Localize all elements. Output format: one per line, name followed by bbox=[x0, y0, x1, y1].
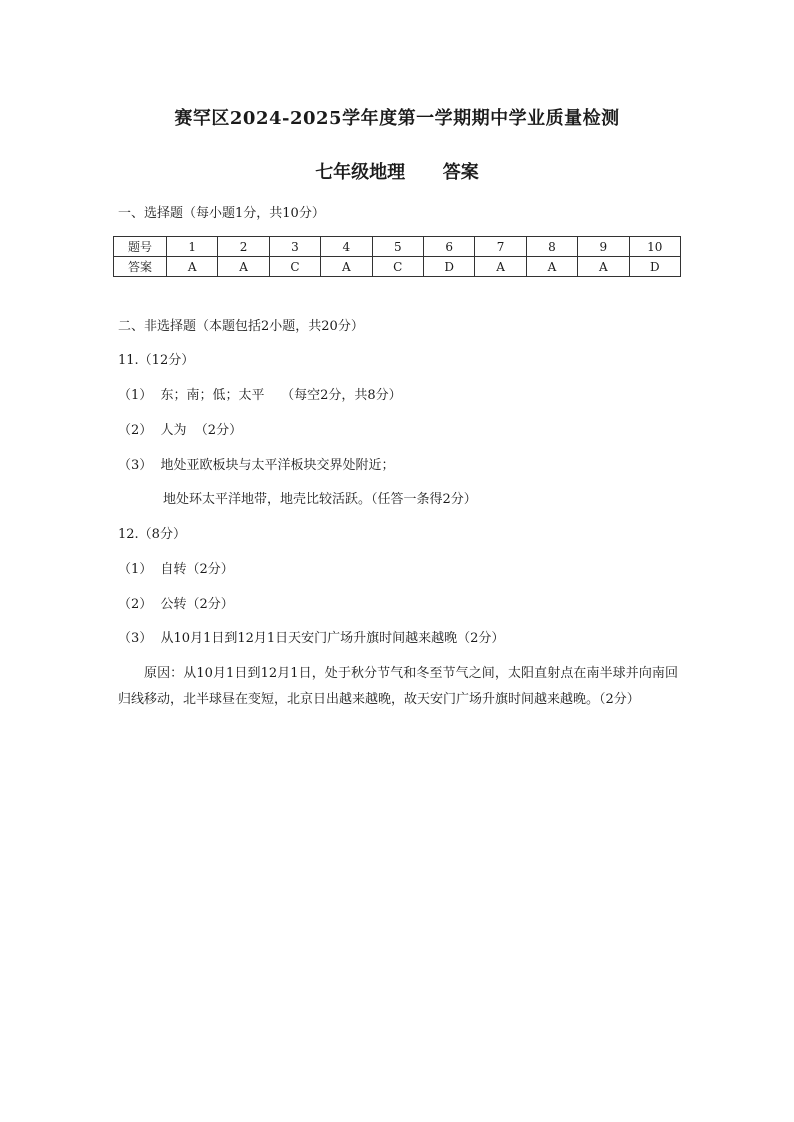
q11-answer-1: （1） 东；南；低；太平 （每空2分，共8分） bbox=[118, 388, 402, 403]
q11-header: 11.（12分） bbox=[118, 353, 195, 368]
answer-cell: A bbox=[475, 257, 526, 277]
question-number: 6 bbox=[423, 237, 474, 257]
q12-answer-3: （3） 从10月1日到12月1日天安门广场升旗时间越来越晚（2分） bbox=[118, 631, 505, 646]
question-number: 9 bbox=[578, 237, 629, 257]
answer-cell: A bbox=[526, 257, 577, 277]
q11-answer-3: （3） 地处亚欧板块与太平洋板块交界处附近； bbox=[118, 458, 395, 473]
section1-heading: 一、选择题（每小题1分，共10分） bbox=[118, 206, 325, 221]
q11-answer-3-cont: 地处环太平洋地带，地壳比较活跃。（任答一条得2分） bbox=[163, 492, 477, 507]
question-number: 7 bbox=[475, 237, 526, 257]
answer-cell: A bbox=[167, 257, 218, 277]
q12-answer-2: （2） 公转（2分） bbox=[118, 597, 234, 612]
answer-cell: D bbox=[423, 257, 474, 277]
table-row-numbers bbox=[114, 237, 681, 257]
question-number: 3 bbox=[269, 237, 320, 257]
answer-cell: A bbox=[578, 257, 629, 277]
question-number: 2 bbox=[218, 237, 269, 257]
question-number: 10 bbox=[629, 237, 680, 257]
page-subtitle: 七年级地理 答案 bbox=[315, 162, 479, 183]
answer-cell: D bbox=[629, 257, 680, 277]
answer-table bbox=[113, 236, 681, 277]
q12-answer-1: （1） 自转（2分） bbox=[118, 562, 234, 577]
answer-cell: C bbox=[372, 257, 423, 277]
row-label-number: 题号 bbox=[114, 237, 167, 257]
section2-heading: 二、非选择题（本题包括2小题，共20分） bbox=[118, 319, 364, 334]
page-title: 赛罕区2024-2025学年度第一学期期中学业质量检测 bbox=[174, 108, 620, 129]
row-label-answer: 答案 bbox=[114, 257, 167, 277]
question-number: 8 bbox=[526, 237, 577, 257]
q12-reason: 原因：从10月1日到12月1日，处于秋分节气和冬至节气之间，太阳直射点在南半球并向南回归线移动，北半球昼在变短，北京日出越来越晚，故天安门广场升旗时间越来越晚。（2分） bbox=[118, 666, 678, 707]
table-row-answers bbox=[114, 257, 681, 277]
answer-cell: A bbox=[218, 257, 269, 277]
question-number: 4 bbox=[321, 237, 372, 257]
answer-cell: C bbox=[269, 257, 320, 277]
answer-cell: A bbox=[321, 257, 372, 277]
question-number: 5 bbox=[372, 237, 423, 257]
question-number: 1 bbox=[167, 237, 218, 257]
q11-answer-2: （2） 人为 （2分） bbox=[118, 423, 243, 438]
q12-header: 12.（8分） bbox=[118, 527, 186, 542]
